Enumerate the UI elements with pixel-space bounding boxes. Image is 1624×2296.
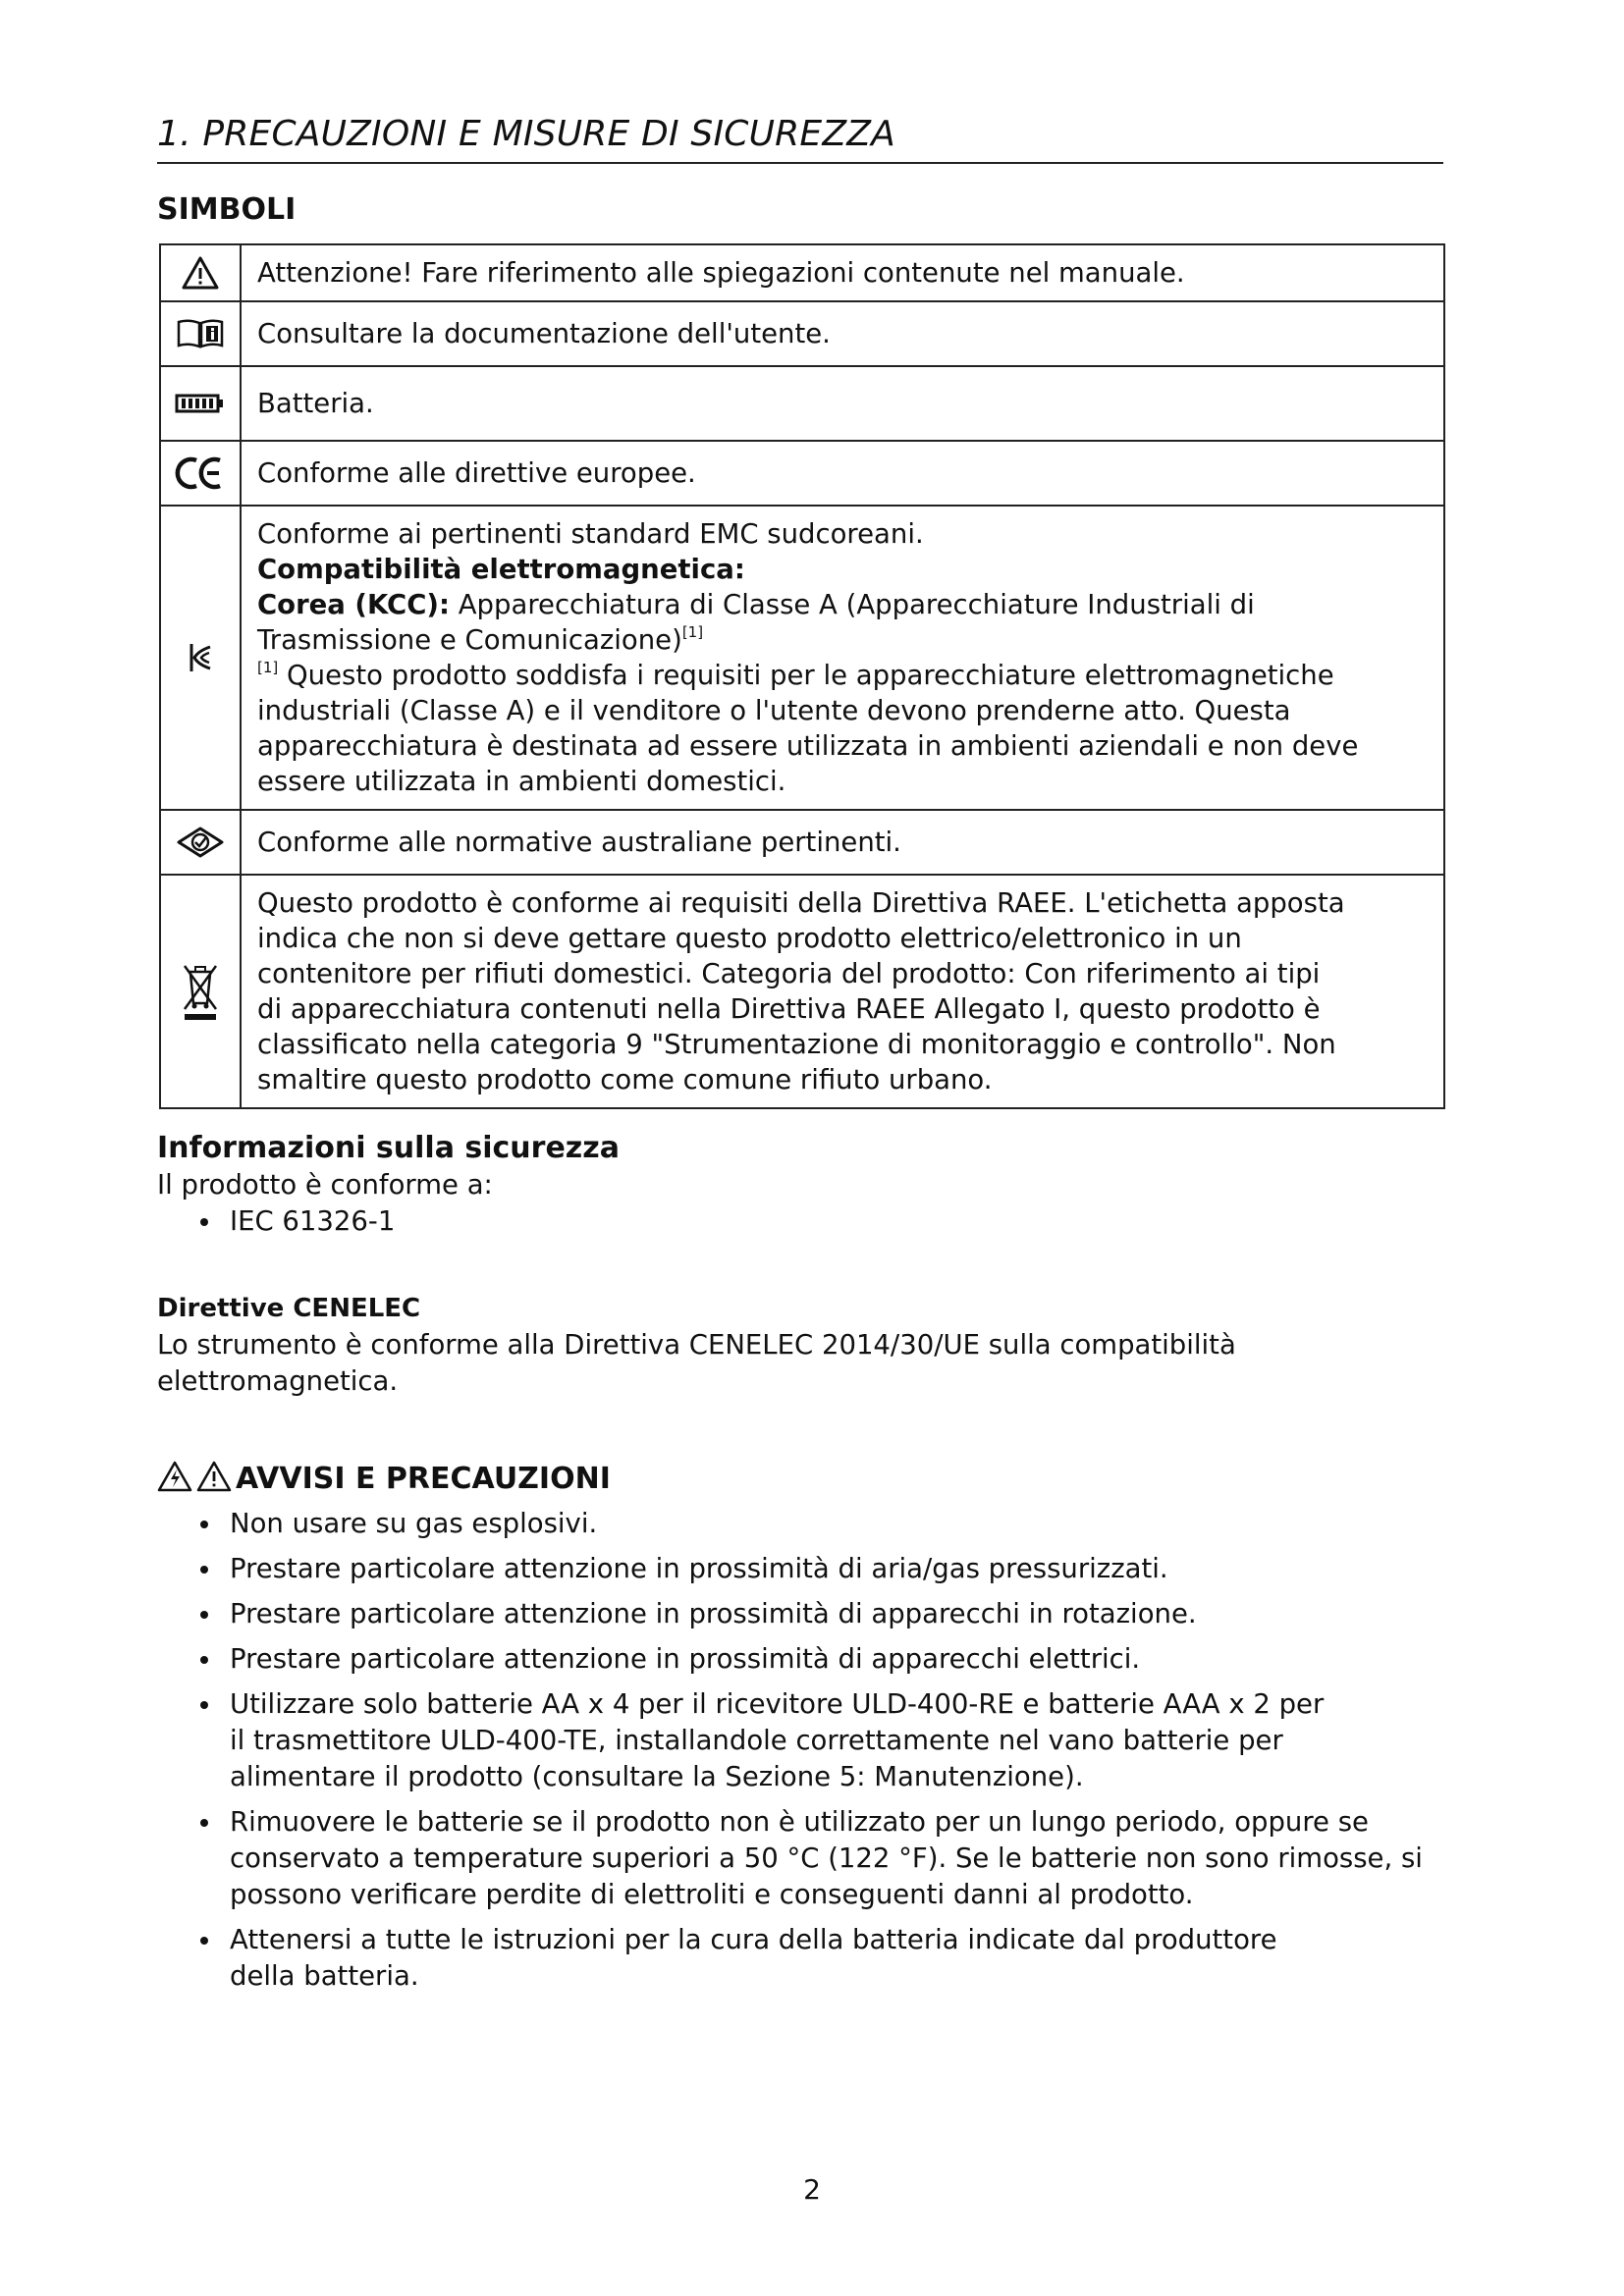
symbol-description: Consultare la documentazione dell'utente.	[241, 301, 1444, 366]
weee-line: classificato nella categoria 9 "Strumentazione di monitoraggio e controllo". Non	[257, 1029, 1336, 1060]
symbol-description: Attenzione! Fare riferimento alle spiegazioni contenute nel manuale.	[241, 244, 1444, 301]
kc-note-line: industriali (Classe A) e il venditore o l'utente devono prenderne atto. Questa	[257, 695, 1291, 726]
weee-line: contenitore per rifiuti domestici. Categoria del prodotto: Con riferimento ai tipi	[257, 958, 1321, 989]
cenelec-section	[157, 1294, 1443, 1400]
weee-line: indica che non si deve gettare questo prodotto elettrico/elettronico in un	[257, 923, 1242, 954]
list-item: Utilizzare solo batterie AA x 4 per il ricevitore ULD-400-RE e batterie AAA x 2 per il trasmettitore ULD-400-TE, installandole correttamente nel vano batterie per alimentare il prodotto (consultare la Sezione 5: Manutenzione).	[157, 1686, 1443, 1795]
hazard-warning-icon	[157, 1461, 192, 1496]
standards-list	[157, 1203, 1443, 1240]
symbol-row	[160, 441, 1444, 506]
cenelec-line: Lo strumento è conforme alla Direttiva CENELEC 2014/30/UE sulla compatibilità	[157, 1329, 1236, 1361]
symbol-row	[160, 366, 1444, 441]
list-item: Rimuovere le batterie se il prodotto non è utilizzato per un lungo periodo, oppure se conservato a temperature superiori a 50 °C (122 °F). Se le batterie non sono rimosse, si possono verificare perdite di elettroliti e conseguenti danni al prodotto.	[157, 1804, 1443, 1913]
list-item: Attenersi a tutte le istruzioni per la cura della batteria indicate dal produttore della batteria.	[157, 1922, 1443, 1995]
symbols-table	[159, 243, 1445, 1109]
symbol-description: Conforme alle normative australiane pertinenti.	[241, 810, 1444, 875]
safety-intro: Il prodotto è conforme a:	[157, 1169, 493, 1201]
weee-bin-icon	[160, 875, 241, 1108]
rcm-mark-icon	[160, 810, 241, 875]
list-item: Non usare su gas esplosivi.	[157, 1506, 1443, 1542]
safety-title: Informazioni sulla sicurezza	[157, 1131, 620, 1165]
list-item: Prestare particolare attenzione in prossimità di apparecchi in rotazione.	[157, 1596, 1443, 1632]
kc-note-line: essere utilizzata in ambienti domestici.	[257, 766, 786, 797]
kc-mark-icon	[160, 506, 241, 810]
warnings-list	[157, 1506, 1443, 1995]
warnings-heading	[157, 1461, 1443, 1496]
list-item: IEC 61326-1	[157, 1203, 1443, 1240]
weee-line: smaltire questo prodotto come comune rifiuto urbano.	[257, 1064, 993, 1095]
symbol-row	[160, 301, 1444, 366]
symbols-title: SIMBOLI	[157, 192, 297, 227]
battery-icon	[160, 366, 241, 441]
kc-line: Apparecchiatura di Classe A (Apparecchiature Industriali di	[450, 589, 1255, 620]
symbol-description: Conforme alle direttive europee.	[241, 441, 1444, 506]
symbol-description	[241, 506, 1444, 810]
warnings-section	[157, 1461, 1443, 1995]
list-item: Prestare particolare attenzione in prossimità di aria/gas pressurizzati.	[157, 1551, 1443, 1587]
page-number: 2	[803, 2173, 821, 2206]
kc-country: Corea (KCC):	[257, 589, 450, 620]
footnote-marker: [1]	[257, 659, 279, 676]
kc-line: Conforme ai pertinenti standard EMC sudcoreani.	[257, 518, 924, 550]
kc-note-line: Questo prodotto soddisfa i requisiti per le apparecchiature elettromagnetiche	[278, 660, 1334, 691]
symbol-description	[241, 875, 1444, 1108]
ce-mark-icon	[160, 441, 241, 506]
symbol-row	[160, 875, 1444, 1108]
warning-triangle-icon	[160, 244, 241, 301]
kc-note-line: apparecchiatura è destinata ad essere utilizzata in ambienti aziendali e non deve	[257, 730, 1359, 762]
section-heading: 1. PRECAUZIONI E MISURE DI SICUREZZA	[157, 114, 1443, 164]
symbol-row	[160, 506, 1444, 810]
weee-line: di apparecchiatura contenuti nella Direttiva RAEE Allegato I, questo prodotto è	[257, 993, 1321, 1025]
footnote-marker: [1]	[681, 623, 704, 641]
kc-emc-heading: Compatibilità elettromagnetica:	[257, 554, 745, 585]
kc-line: Trasmissione e Comunicazione)	[257, 624, 682, 656]
symbol-row	[160, 244, 1444, 301]
safety-section	[157, 1131, 1443, 1240]
warning-triangle-icon	[196, 1461, 232, 1496]
cenelec-line: elettromagnetica.	[157, 1365, 399, 1397]
warnings-title: AVVISI E PRECAUZIONI	[236, 1461, 611, 1496]
symbol-row	[160, 810, 1444, 875]
cenelec-title: Direttive CENELEC	[157, 1294, 421, 1323]
list-item: Prestare particolare attenzione in prossimità di apparecchi elettrici.	[157, 1641, 1443, 1678]
weee-line: Questo prodotto è conforme ai requisiti della Direttiva RAEE. L'etichetta apposta	[257, 887, 1345, 919]
symbol-description: Batteria.	[241, 366, 1444, 441]
user-manual-icon	[160, 301, 241, 366]
